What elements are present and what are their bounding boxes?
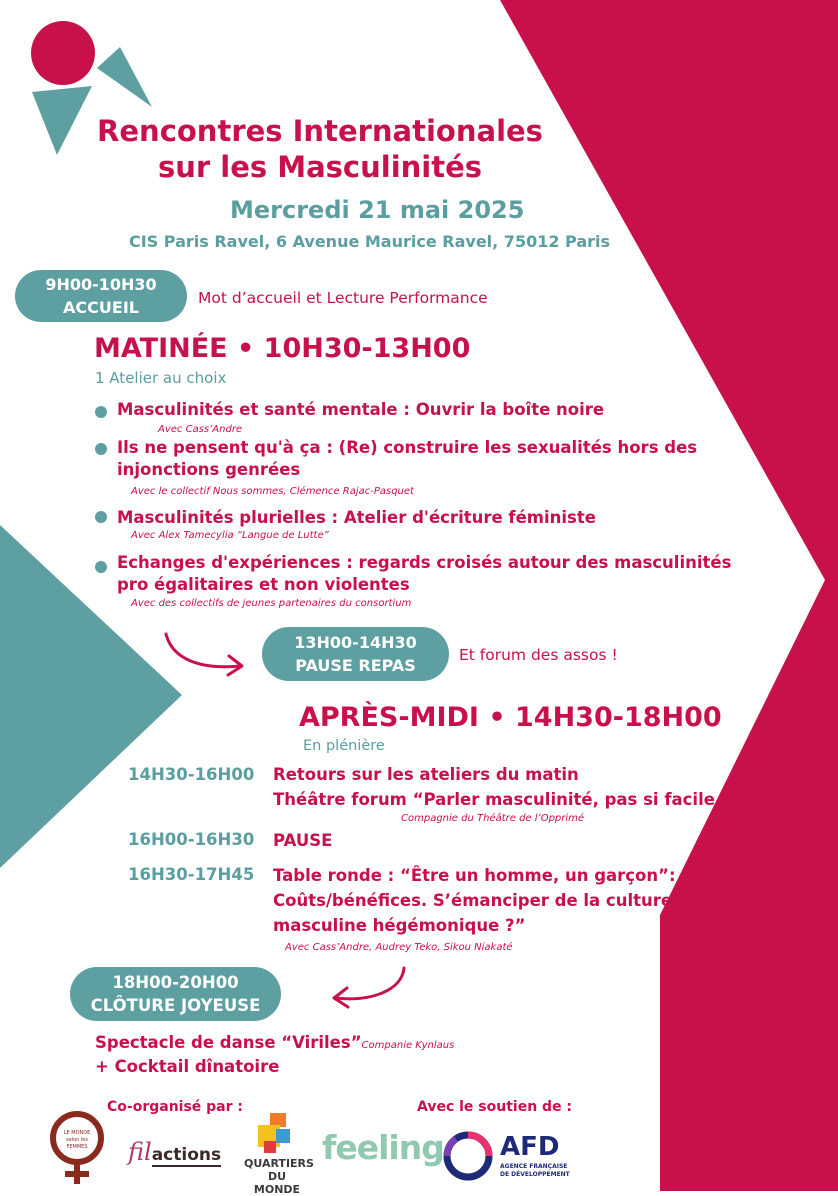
matinee-subtitle: 1 Atelier au choix: [95, 369, 227, 387]
session-title-cont: masculine hégémonique ?”: [273, 916, 526, 935]
workshop-title: Echanges d'expériences : regards croisés autour des masculinités: [117, 553, 732, 572]
session-title: Retours sur les ateliers du matin: [273, 765, 579, 784]
cloture-show-title: Spectacle de danse “Viriles”: [95, 1033, 362, 1052]
workshop-title: Ils ne pensent qu'à ça : (Re) construire les sexualités hors des: [117, 438, 698, 457]
apres-midi-title: APRÈS-MIDI • 14H30-18H00: [299, 702, 722, 733]
feeling-logo: feeling: [322, 1128, 444, 1167]
accueil-label: ACCUEIL: [63, 298, 139, 317]
workshop-speakers: Avec des collectifs de jeunes partenaires du consortium: [131, 598, 412, 609]
workshop-title-cont: pro égalitaires et non violentes: [117, 575, 410, 594]
workshop-title: Masculinités et santé mentale : Ouvrir la boîte noire: [117, 400, 605, 419]
session-title: Table ronde : “Être un homme, un garçon”:: [273, 866, 676, 885]
svg-text:LE MONDE: LE MONDE: [63, 1130, 91, 1136]
session-time: 14H30-16H00: [128, 765, 255, 784]
workshop-bullet: [95, 561, 107, 573]
session-title-cont: Coûts/bénéfices. S’émanciper de la culture: [273, 891, 673, 910]
soutien-label: Avec le soutien de :: [417, 1099, 573, 1115]
accueil-description: Mot d’accueil et Lecture Performance: [198, 289, 488, 307]
svg-text:FEMMES: FEMMES: [66, 1144, 88, 1150]
session-title-cont: Théâtre forum “Parler masculinité, pas si facile ?”: [273, 790, 742, 809]
pause-repas-time: 13H00-14H30: [294, 633, 417, 652]
matinee-title: MATINÉE • 10H30-13H00: [94, 333, 471, 364]
filactions-actions: actions: [151, 1145, 222, 1165]
session-time: 16H00-16H30: [128, 830, 255, 849]
workshop-speakers: Avec le collectif Nous sommes, Clémence Rajac-Pasquet: [131, 486, 414, 497]
svg-text:selon les: selon les: [66, 1137, 88, 1143]
workshop-title-cont: injonctions genrées: [117, 460, 301, 479]
afd-logo-text: AFD: [500, 1132, 560, 1162]
cloture-company: Companie Kynlaus: [361, 1040, 455, 1051]
event-date: Mercredi 21 mai 2025: [230, 196, 525, 224]
quartiers-du-monde-logo: [244, 1157, 314, 1196]
quartiers-du-monde-icon: [252, 1111, 300, 1157]
workshop-speakers: Avec Alex Tamecylia “Langue de Lutte”: [131, 530, 329, 541]
cloture-time: 18H00-20H00: [112, 973, 239, 992]
curved-arrow-icon: [158, 628, 253, 680]
cloture-pill: [70, 967, 281, 1021]
workshop-title: Masculinités plurielles : Atelier d'écriture féministe: [117, 508, 596, 527]
afd-sub-line1: AGENCE FRANÇAISE: [500, 1163, 568, 1170]
afd-logo-icon: [442, 1130, 494, 1182]
workshop-speakers: Avec Cass’Andre: [158, 424, 243, 435]
monde-selon-les-femmes-logo: [47, 1108, 107, 1188]
quartiers-line2: DU MONDE: [253, 1170, 301, 1196]
event-address: CIS Paris Ravel, 6 Avenue Maurice Ravel, 75012 Paris: [129, 232, 611, 251]
session-credit: Compagnie du Théâtre de l’Opprimé: [401, 813, 585, 824]
session-credit: Avec Cass’Andre, Audrey Teko, Sikou Niakaté: [285, 942, 513, 953]
logo-circle: [31, 21, 95, 85]
afd-subtitle: [500, 1163, 570, 1179]
cloture-show: [95, 1033, 454, 1052]
apres-midi-subtitle: En plénière: [303, 738, 385, 754]
pause-repas-label: PAUSE REPAS: [295, 656, 416, 675]
filactions-fil: fil: [128, 1138, 152, 1166]
accueil-pill: [15, 270, 187, 322]
cloture-cocktail: + Cocktail dînatoire: [95, 1057, 280, 1076]
workshop-bullet: [95, 406, 107, 418]
pause-repas-pill: [262, 627, 449, 681]
event-title-line2: sur les Masculinités: [157, 150, 483, 184]
logo-right-triangle: [97, 47, 152, 107]
curved-arrow-icon: [322, 962, 417, 1010]
quartiers-line1: QUARTIERS: [244, 1157, 314, 1170]
event-title: [0, 113, 640, 185]
filactions-logo: [128, 1138, 221, 1166]
session-title: PAUSE: [273, 831, 333, 850]
accueil-time: 9H00-10H30: [45, 275, 157, 294]
workshop-bullet: [95, 511, 107, 523]
cloture-label: CLÔTURE JOYEUSE: [90, 996, 261, 1015]
afd-sub-line2: DE DÉVELOPPEMENT: [500, 1171, 570, 1178]
coorganise-label: Co-organisé par :: [107, 1099, 244, 1115]
event-title-line1: Rencontres Internationales: [97, 114, 543, 148]
workshop-bullet: [95, 443, 107, 455]
session-time: 16H30-17H45: [128, 865, 255, 884]
pause-repas-note: Et forum des assos !: [459, 646, 618, 664]
